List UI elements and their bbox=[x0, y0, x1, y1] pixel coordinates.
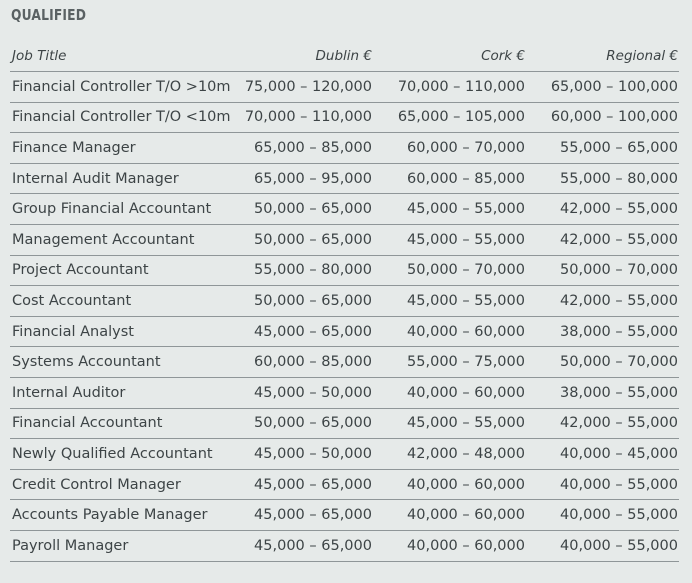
regional-salary-cell: 42,000 – 55,000 bbox=[526, 408, 679, 439]
table-row bbox=[10, 194, 679, 225]
dublin-salary-cell: 45,000 – 50,000 bbox=[236, 377, 373, 408]
regional-salary-cell: 38,000 – 55,000 bbox=[526, 316, 679, 347]
job-title-cell: Systems Accountant bbox=[10, 347, 236, 378]
salary-table bbox=[10, 40, 679, 562]
table-row bbox=[10, 316, 679, 347]
column-header-cork: Cork € bbox=[373, 40, 526, 72]
section-title: QUALIFIED bbox=[11, 6, 87, 24]
table-row bbox=[10, 408, 679, 439]
table-row bbox=[10, 255, 679, 286]
dublin-salary-cell: 50,000 – 65,000 bbox=[236, 408, 373, 439]
regional-salary-cell: 55,000 – 65,000 bbox=[526, 133, 679, 164]
cork-salary-cell: 45,000 – 55,000 bbox=[373, 408, 526, 439]
table-row bbox=[10, 286, 679, 317]
regional-salary-cell: 42,000 – 55,000 bbox=[526, 224, 679, 255]
job-title-cell: Cost Accountant bbox=[10, 286, 236, 317]
job-title-cell: Internal Auditor bbox=[10, 377, 236, 408]
dublin-salary-cell: 60,000 – 85,000 bbox=[236, 347, 373, 378]
table-row bbox=[10, 500, 679, 531]
regional-salary-cell: 40,000 – 55,000 bbox=[526, 530, 679, 561]
cork-salary-cell: 60,000 – 85,000 bbox=[373, 163, 526, 194]
job-title-cell: Accounts Payable Manager bbox=[10, 500, 236, 531]
cork-salary-cell: 70,000 – 110,000 bbox=[373, 72, 526, 103]
job-title-cell: Project Accountant bbox=[10, 255, 236, 286]
job-title-cell: Newly Qualified Accountant bbox=[10, 439, 236, 470]
regional-salary-cell: 55,000 – 80,000 bbox=[526, 163, 679, 194]
job-title-cell: Payroll Manager bbox=[10, 530, 236, 561]
table-body bbox=[10, 72, 679, 562]
cork-salary-cell: 45,000 – 55,000 bbox=[373, 194, 526, 225]
dublin-salary-cell: 65,000 – 95,000 bbox=[236, 163, 373, 194]
dublin-salary-cell: 50,000 – 65,000 bbox=[236, 224, 373, 255]
cork-salary-cell: 60,000 – 70,000 bbox=[373, 133, 526, 164]
cork-salary-cell: 40,000 – 60,000 bbox=[373, 469, 526, 500]
cork-salary-cell: 45,000 – 55,000 bbox=[373, 224, 526, 255]
table-row bbox=[10, 163, 679, 194]
job-title-cell: Finance Manager bbox=[10, 133, 236, 164]
table-row bbox=[10, 102, 679, 133]
job-title-cell: Credit Control Manager bbox=[10, 469, 236, 500]
job-title-cell: Financial Controller T/O <10m bbox=[10, 102, 236, 133]
table-row bbox=[10, 347, 679, 378]
table-row bbox=[10, 469, 679, 500]
table-row bbox=[10, 530, 679, 561]
dublin-salary-cell: 75,000 – 120,000 bbox=[236, 72, 373, 103]
job-title-cell: Internal Audit Manager bbox=[10, 163, 236, 194]
dublin-salary-cell: 45,000 – 65,000 bbox=[236, 530, 373, 561]
job-title-cell: Financial Analyst bbox=[10, 316, 236, 347]
regional-salary-cell: 60,000 – 100,000 bbox=[526, 102, 679, 133]
table-row bbox=[10, 133, 679, 164]
dublin-salary-cell: 45,000 – 65,000 bbox=[236, 469, 373, 500]
dublin-salary-cell: 55,000 – 80,000 bbox=[236, 255, 373, 286]
column-header-regional: Regional € bbox=[526, 40, 679, 72]
regional-salary-cell: 40,000 – 55,000 bbox=[526, 500, 679, 531]
job-title-cell: Group Financial Accountant bbox=[10, 194, 236, 225]
job-title-cell: Financial Accountant bbox=[10, 408, 236, 439]
regional-salary-cell: 38,000 – 55,000 bbox=[526, 377, 679, 408]
cork-salary-cell: 40,000 – 60,000 bbox=[373, 500, 526, 531]
cork-salary-cell: 55,000 – 75,000 bbox=[373, 347, 526, 378]
cork-salary-cell: 42,000 – 48,000 bbox=[373, 439, 526, 470]
regional-salary-cell: 65,000 – 100,000 bbox=[526, 72, 679, 103]
regional-salary-cell: 40,000 – 55,000 bbox=[526, 469, 679, 500]
dublin-salary-cell: 45,000 – 50,000 bbox=[236, 439, 373, 470]
cork-salary-cell: 45,000 – 55,000 bbox=[373, 286, 526, 317]
cork-salary-cell: 50,000 – 70,000 bbox=[373, 255, 526, 286]
cork-salary-cell: 65,000 – 105,000 bbox=[373, 102, 526, 133]
job-title-cell: Financial Controller T/O >10m bbox=[10, 72, 236, 103]
regional-salary-cell: 50,000 – 70,000 bbox=[526, 347, 679, 378]
table-row bbox=[10, 72, 679, 103]
dublin-salary-cell: 45,000 – 65,000 bbox=[236, 500, 373, 531]
column-header-dublin: Dublin € bbox=[236, 40, 373, 72]
regional-salary-cell: 42,000 – 55,000 bbox=[526, 286, 679, 317]
column-header-job-title: Job Title bbox=[10, 40, 236, 72]
dublin-salary-cell: 50,000 – 65,000 bbox=[236, 194, 373, 225]
dublin-salary-cell: 45,000 – 65,000 bbox=[236, 316, 373, 347]
cork-salary-cell: 40,000 – 60,000 bbox=[373, 316, 526, 347]
regional-salary-cell: 40,000 – 45,000 bbox=[526, 439, 679, 470]
regional-salary-cell: 50,000 – 70,000 bbox=[526, 255, 679, 286]
job-title-cell: Management Accountant bbox=[10, 224, 236, 255]
table-row bbox=[10, 224, 679, 255]
regional-salary-cell: 42,000 – 55,000 bbox=[526, 194, 679, 225]
table-row bbox=[10, 377, 679, 408]
cork-salary-cell: 40,000 – 60,000 bbox=[373, 530, 526, 561]
table-row bbox=[10, 439, 679, 470]
cork-salary-cell: 40,000 – 60,000 bbox=[373, 377, 526, 408]
dublin-salary-cell: 70,000 – 110,000 bbox=[236, 102, 373, 133]
dublin-salary-cell: 50,000 – 65,000 bbox=[236, 286, 373, 317]
table-header-row bbox=[10, 40, 679, 72]
dublin-salary-cell: 65,000 – 85,000 bbox=[236, 133, 373, 164]
